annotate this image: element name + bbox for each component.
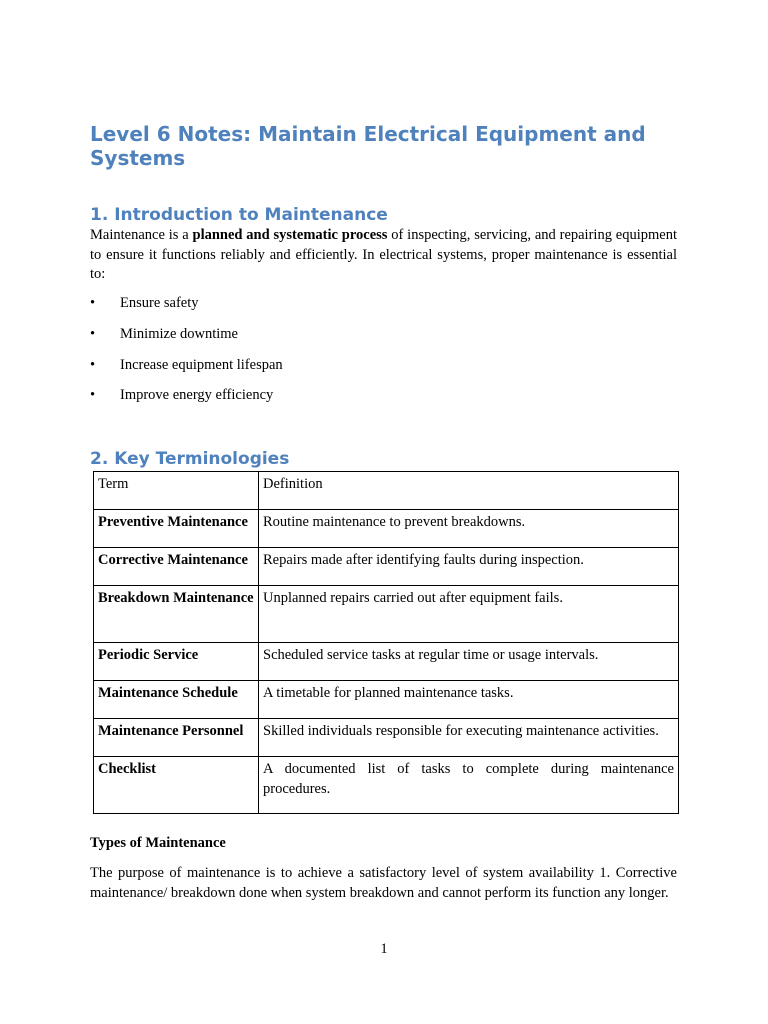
table-row (94, 757, 679, 814)
definition-cell: Repairs made after identifying faults during inspection. (259, 548, 679, 586)
bullet-icon: • (90, 295, 96, 311)
terminology-table (93, 471, 679, 814)
intro-text-end: of inspecting, servicing, and repairing equipment to ensure it functions reliably and efficiently. In electrical systems, proper maintenance is essential to: (90, 227, 677, 282)
list-item-text: Minimize downtime (120, 325, 238, 342)
table-header-row (94, 472, 679, 510)
section-heading-terminologies: 2. Key Terminologies (90, 449, 290, 469)
intro-paragraph (90, 226, 677, 285)
definition-cell: A timetable for planned maintenance tasks. (259, 681, 679, 719)
table-row (94, 719, 679, 757)
term-cell: Preventive Maintenance (94, 510, 259, 548)
definition-cell: Skilled individuals responsible for executing maintenance activities. (259, 719, 679, 757)
table-row (94, 681, 679, 719)
list-item-text: Ensure safety (120, 295, 199, 311)
intro-bold-phrase: planned and systematic process (192, 227, 388, 243)
definition-cell: Routine maintenance to prevent breakdowns. (259, 510, 679, 548)
term-cell: Checklist (94, 757, 259, 814)
definition-cell: A documented list of tasks to complete during maintenance procedures. (259, 757, 679, 814)
document-title: Level 6 Notes: Maintain Electrical Equipment and Systems (90, 122, 646, 170)
intro-text-start: Maintenance is a (90, 227, 193, 243)
table-row (94, 548, 679, 586)
list-item-text: Improve energy efficiency (120, 387, 274, 404)
table-row (94, 510, 679, 548)
term-cell: Maintenance Personnel (94, 719, 259, 757)
page-number: 1 (380, 941, 388, 957)
term-cell: Maintenance Schedule (94, 681, 259, 719)
term-cell: Corrective Maintenance (94, 548, 259, 586)
types-heading: Types of Maintenance (90, 835, 226, 851)
section-heading-introduction: 1. Introduction to Maintenance (90, 205, 388, 225)
term-cell: Periodic Service (94, 643, 259, 681)
list-item-text: Increase equipment lifespan (120, 356, 283, 373)
types-paragraph: The purpose of maintenance is to achieve a satisfactory level of system availability 1. Corrective maintenance/ breakdown done when system breakdown and cannot perform its function any longer. (90, 865, 677, 901)
table-row (94, 643, 679, 681)
bullet-icon: • (90, 325, 96, 342)
table-header-definition: Definition (259, 472, 679, 510)
bullet-icon: • (90, 356, 96, 373)
definition-cell: Unplanned repairs carried out after equipment fails. (259, 586, 679, 643)
table-header-term: Term (94, 472, 259, 510)
table-row (94, 586, 679, 643)
term-cell: Breakdown Maintenance (94, 586, 259, 643)
definition-cell: Scheduled service tasks at regular time or usage intervals. (259, 643, 679, 681)
bullet-icon: • (90, 387, 96, 404)
